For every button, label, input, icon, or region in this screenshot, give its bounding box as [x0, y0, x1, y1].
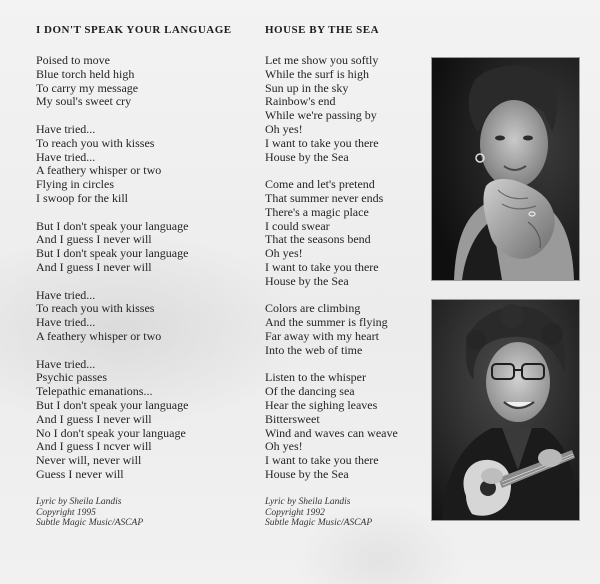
stanza [36, 54, 188, 109]
stanza [265, 302, 398, 357]
right-song-title: HOUSE BY THE SEA [265, 24, 380, 36]
lyric-line: Come and let's pretend [265, 177, 375, 192]
lyric-line: Have tried... [36, 315, 96, 330]
lyric-line: Never will, never will [36, 453, 142, 468]
lyric-line: Poised to move [36, 53, 110, 67]
lyric-line: I could swear [265, 218, 330, 233]
left-song-credit [36, 497, 143, 529]
lyricist-credit: Lyric by Sheila Landis [265, 497, 351, 507]
lyric-line: Telepathic emanations... [36, 384, 153, 399]
lyric-line: And I guess I ncver will [36, 439, 152, 454]
lyric-line: Of the dancing sea [265, 384, 355, 399]
lyric-line: Have tried... [36, 121, 96, 136]
lyric-line: I swoop for the kill [36, 190, 128, 205]
lyric-line: A feathery whisper or two [36, 163, 162, 178]
lyricist-credit: Lyric by Sheila Landis [36, 497, 122, 507]
lyric-line: Hear the sighing leaves [265, 397, 378, 412]
lyric-line: And the summer is flying [265, 315, 388, 330]
lyric-line: And I guess I never will [36, 232, 152, 247]
lyric-line: House by the Sea [265, 273, 349, 288]
lyric-line: I want to take you there [265, 453, 379, 468]
lyric-line: Colors are climbing [265, 301, 361, 316]
copyright-year: Copyright 1992 [265, 507, 325, 518]
lyric-line: Guess I never will [36, 466, 124, 481]
lyric-line: Have tried... [36, 149, 96, 164]
lyric-line: While the surf is high [265, 66, 369, 81]
lyric-line: Have tried... [36, 287, 96, 302]
stanza [265, 54, 398, 164]
lyric-line: House by the Sea [265, 149, 349, 164]
lyric-line: I want to take you there [265, 259, 379, 274]
lyric-line: House by the Sea [265, 466, 349, 481]
right-song-credit [265, 497, 372, 529]
lyric-line: Rainbow's end [265, 94, 336, 109]
left-song-lyrics [36, 54, 188, 496]
lyric-line: But I don't speak your language [36, 246, 189, 261]
stanza [265, 371, 398, 481]
lyric-line: Into the web of time [265, 342, 363, 357]
lyric-line: My soul's sweet cry [36, 94, 132, 109]
lyric-line: No I don't speak your language [36, 425, 186, 440]
lyric-line: Blue torch held high [36, 66, 135, 81]
man-guitar-portrait-photo-icon [431, 299, 580, 521]
lyric-line: Sun up in the sky [265, 80, 349, 95]
lyric-line: To reach you with kisses [36, 301, 155, 316]
lyric-line: Oh yes! [265, 439, 303, 454]
lyric-line: That the seasons bend [265, 232, 371, 247]
lyric-line: Wind and waves can weave [265, 425, 398, 440]
stanza [36, 358, 188, 482]
lyric-line: Bittersweet [265, 411, 320, 426]
copyright-year: Copyright 1995 [36, 507, 96, 518]
lyric-line: There's a magic place [265, 204, 369, 219]
lyric-line: Have tried... [36, 356, 96, 371]
lyric-line: While we're passing by [265, 108, 377, 123]
lyric-line: Flying in circles [36, 177, 114, 192]
woman-portrait-photo-icon [431, 57, 580, 281]
lyric-line: Far away with my heart [265, 328, 379, 343]
lyric-line: And I guess I never will [36, 411, 152, 426]
lyric-line: To carry my message [36, 80, 139, 95]
publisher-credit: Subtle Magic Music/ASCAP [36, 518, 144, 528]
stanza [265, 178, 398, 288]
stanza [36, 289, 188, 344]
lyric-line: To reach you with kisses [36, 135, 155, 150]
lyric-line: A feathery whisper or two [36, 328, 162, 343]
lyric-line: Oh yes! [265, 121, 303, 136]
lyric-line: But I don't speak your language [36, 218, 189, 233]
lyric-line: But I don't speak your language [36, 397, 189, 412]
lyric-line: And I guess I never will [36, 259, 152, 274]
lyric-line: I want to take you there [265, 135, 379, 150]
lyric-line: Listen to the whisper [265, 370, 366, 385]
left-song-title: I DON'T SPEAK YOUR LANGUAGE [36, 24, 232, 36]
lyric-line: Oh yes! [265, 246, 303, 261]
right-song-lyrics [265, 54, 398, 496]
publisher-credit: Subtle Magic Music/ASCAP [265, 518, 373, 528]
stanza [36, 220, 188, 275]
lyric-line: Let me show you softly [265, 53, 379, 67]
lyric-line: Psychic passes [36, 370, 107, 385]
lyric-line: That summer never ends [265, 190, 384, 205]
stanza [36, 123, 188, 206]
